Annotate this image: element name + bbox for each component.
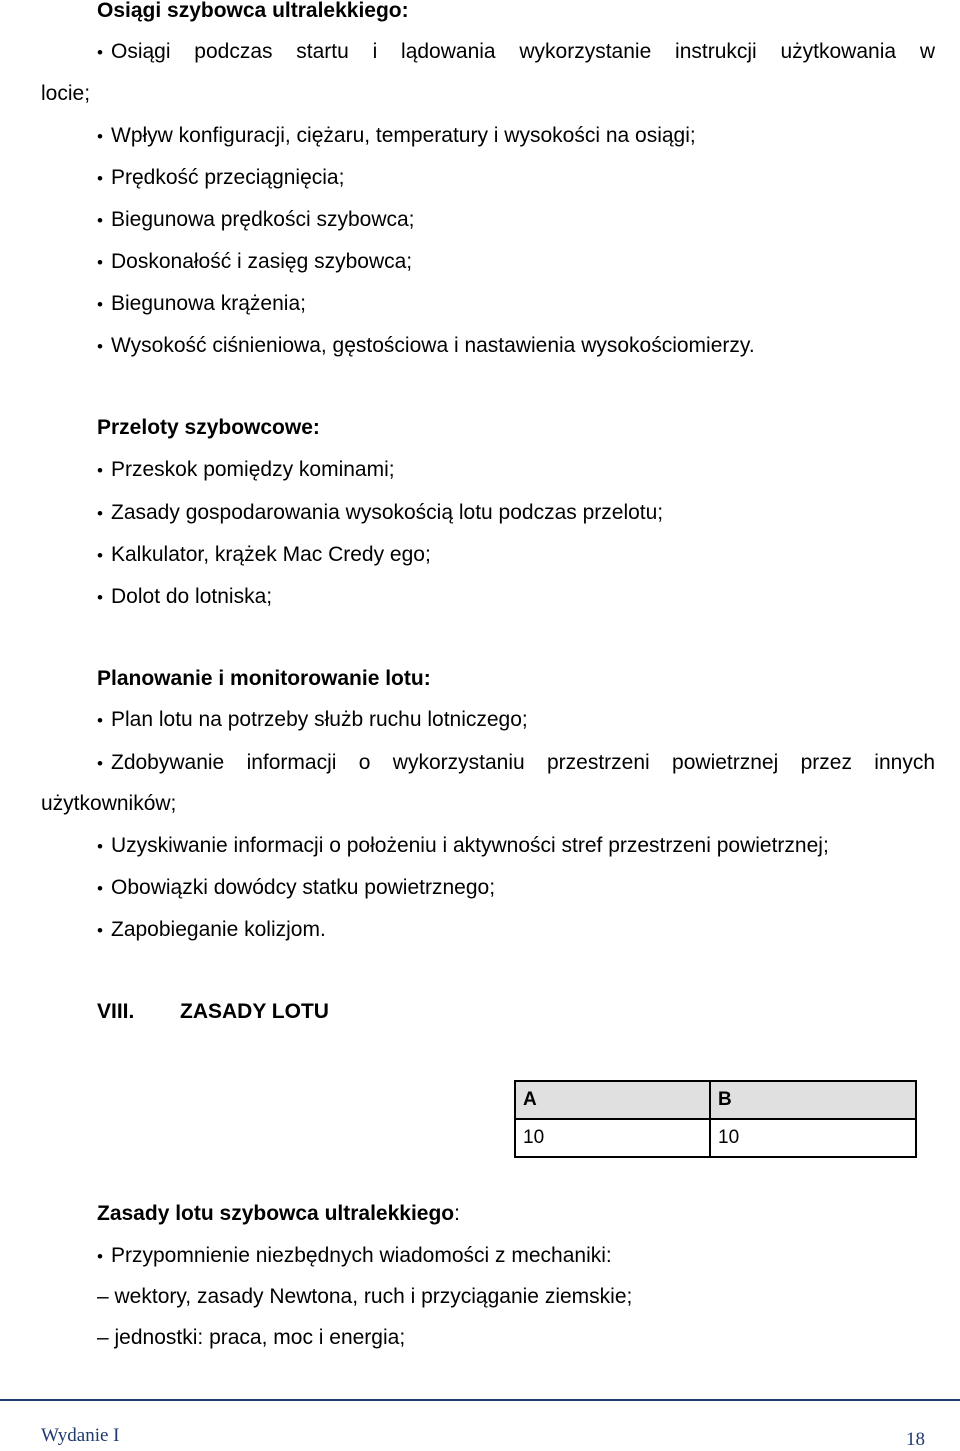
section-heading-przeloty: Przeloty szybowcowe:	[97, 416, 320, 439]
list-item: • Uzyskiwanie informacji o położeniu i aktywności stref przestrzeni powietrznej;	[97, 834, 829, 858]
dash-item-text: jednostki: praca, moc i energia;	[114, 1326, 406, 1349]
section-heading-osiagi: Osiągi szybowca ultralekkiego:	[97, 0, 409, 22]
list-item: • Zdobywanie informacji o wykorzystaniu przestrzeni powietrznej przez innych	[97, 751, 935, 775]
list-item: • Biegunowa prędkości szybowca;	[97, 208, 415, 232]
list-item: • Zapobieganie kolizjom.	[97, 918, 326, 942]
list-item-continuation: locie;	[41, 82, 91, 105]
dash-item-text: wektory, zasady Newtona, ruch i przyciąganie ziemskie;	[114, 1285, 633, 1308]
table-header-cell: A	[515, 1081, 710, 1119]
list-item: • Obowiązki dowódcy statku powietrznego;	[97, 876, 495, 900]
list-item: • Dolot do lotniska;	[97, 585, 272, 609]
chapter-title: ZASADY LOTU	[180, 1000, 329, 1023]
dash-marker: –	[97, 1326, 115, 1349]
table-header-row	[515, 1081, 916, 1119]
list-item: • Biegunowa krążenia;	[97, 292, 306, 316]
list-item: • Osiągi podczas startu i lądowania wykorzystanie instrukcji użytkowania w	[97, 40, 935, 64]
chapter-number: VIII.	[97, 1000, 135, 1023]
list-item: • Zasady gospodarowania wysokością lotu podczas przelotu;	[97, 501, 663, 525]
ab-table	[514, 1080, 917, 1158]
dash-marker: –	[97, 1285, 115, 1308]
table-header-cell: B	[710, 1081, 916, 1119]
list-item: • Wpływ konfiguracji, ciężaru, temperatury i wysokości na osiągi;	[97, 124, 696, 148]
table-row	[515, 1119, 916, 1157]
dash-list-item	[97, 1326, 405, 1350]
footer-page-number: 18	[906, 1429, 925, 1450]
list-item: • Doskonałość i zasięg szybowca;	[97, 250, 412, 274]
footer-edition: Wydanie I	[41, 1425, 120, 1446]
list-item-continuation: użytkowników;	[41, 792, 177, 815]
dash-list-item	[97, 1285, 632, 1309]
section-heading-text: Zasady lotu szybowca ultralekkiego	[97, 1202, 455, 1225]
list-item: • Kalkulator, krążek Mac Credy ego;	[97, 543, 431, 567]
section-heading-planowanie: Planowanie i monitorowanie lotu:	[97, 667, 431, 690]
table-cell: 10	[515, 1119, 710, 1157]
list-item: • Przypomnienie niezbędnych wiadomości z mechaniki:	[97, 1244, 612, 1268]
footer-divider	[0, 1399, 960, 1401]
section-heading-colon: :	[454, 1202, 460, 1225]
section-heading-zasady	[97, 1202, 460, 1226]
list-item: • Plan lotu na potrzeby służb ruchu lotniczego;	[97, 708, 528, 732]
list-item: • Prędkość przeciągnięcia;	[97, 166, 344, 190]
table-cell: 10	[710, 1119, 916, 1157]
list-item: • Przeskok pomiędzy kominami;	[97, 458, 395, 482]
list-item: • Wysokość ciśnieniowa, gęstościowa i nastawienia wysokościomierzy.	[97, 334, 755, 358]
